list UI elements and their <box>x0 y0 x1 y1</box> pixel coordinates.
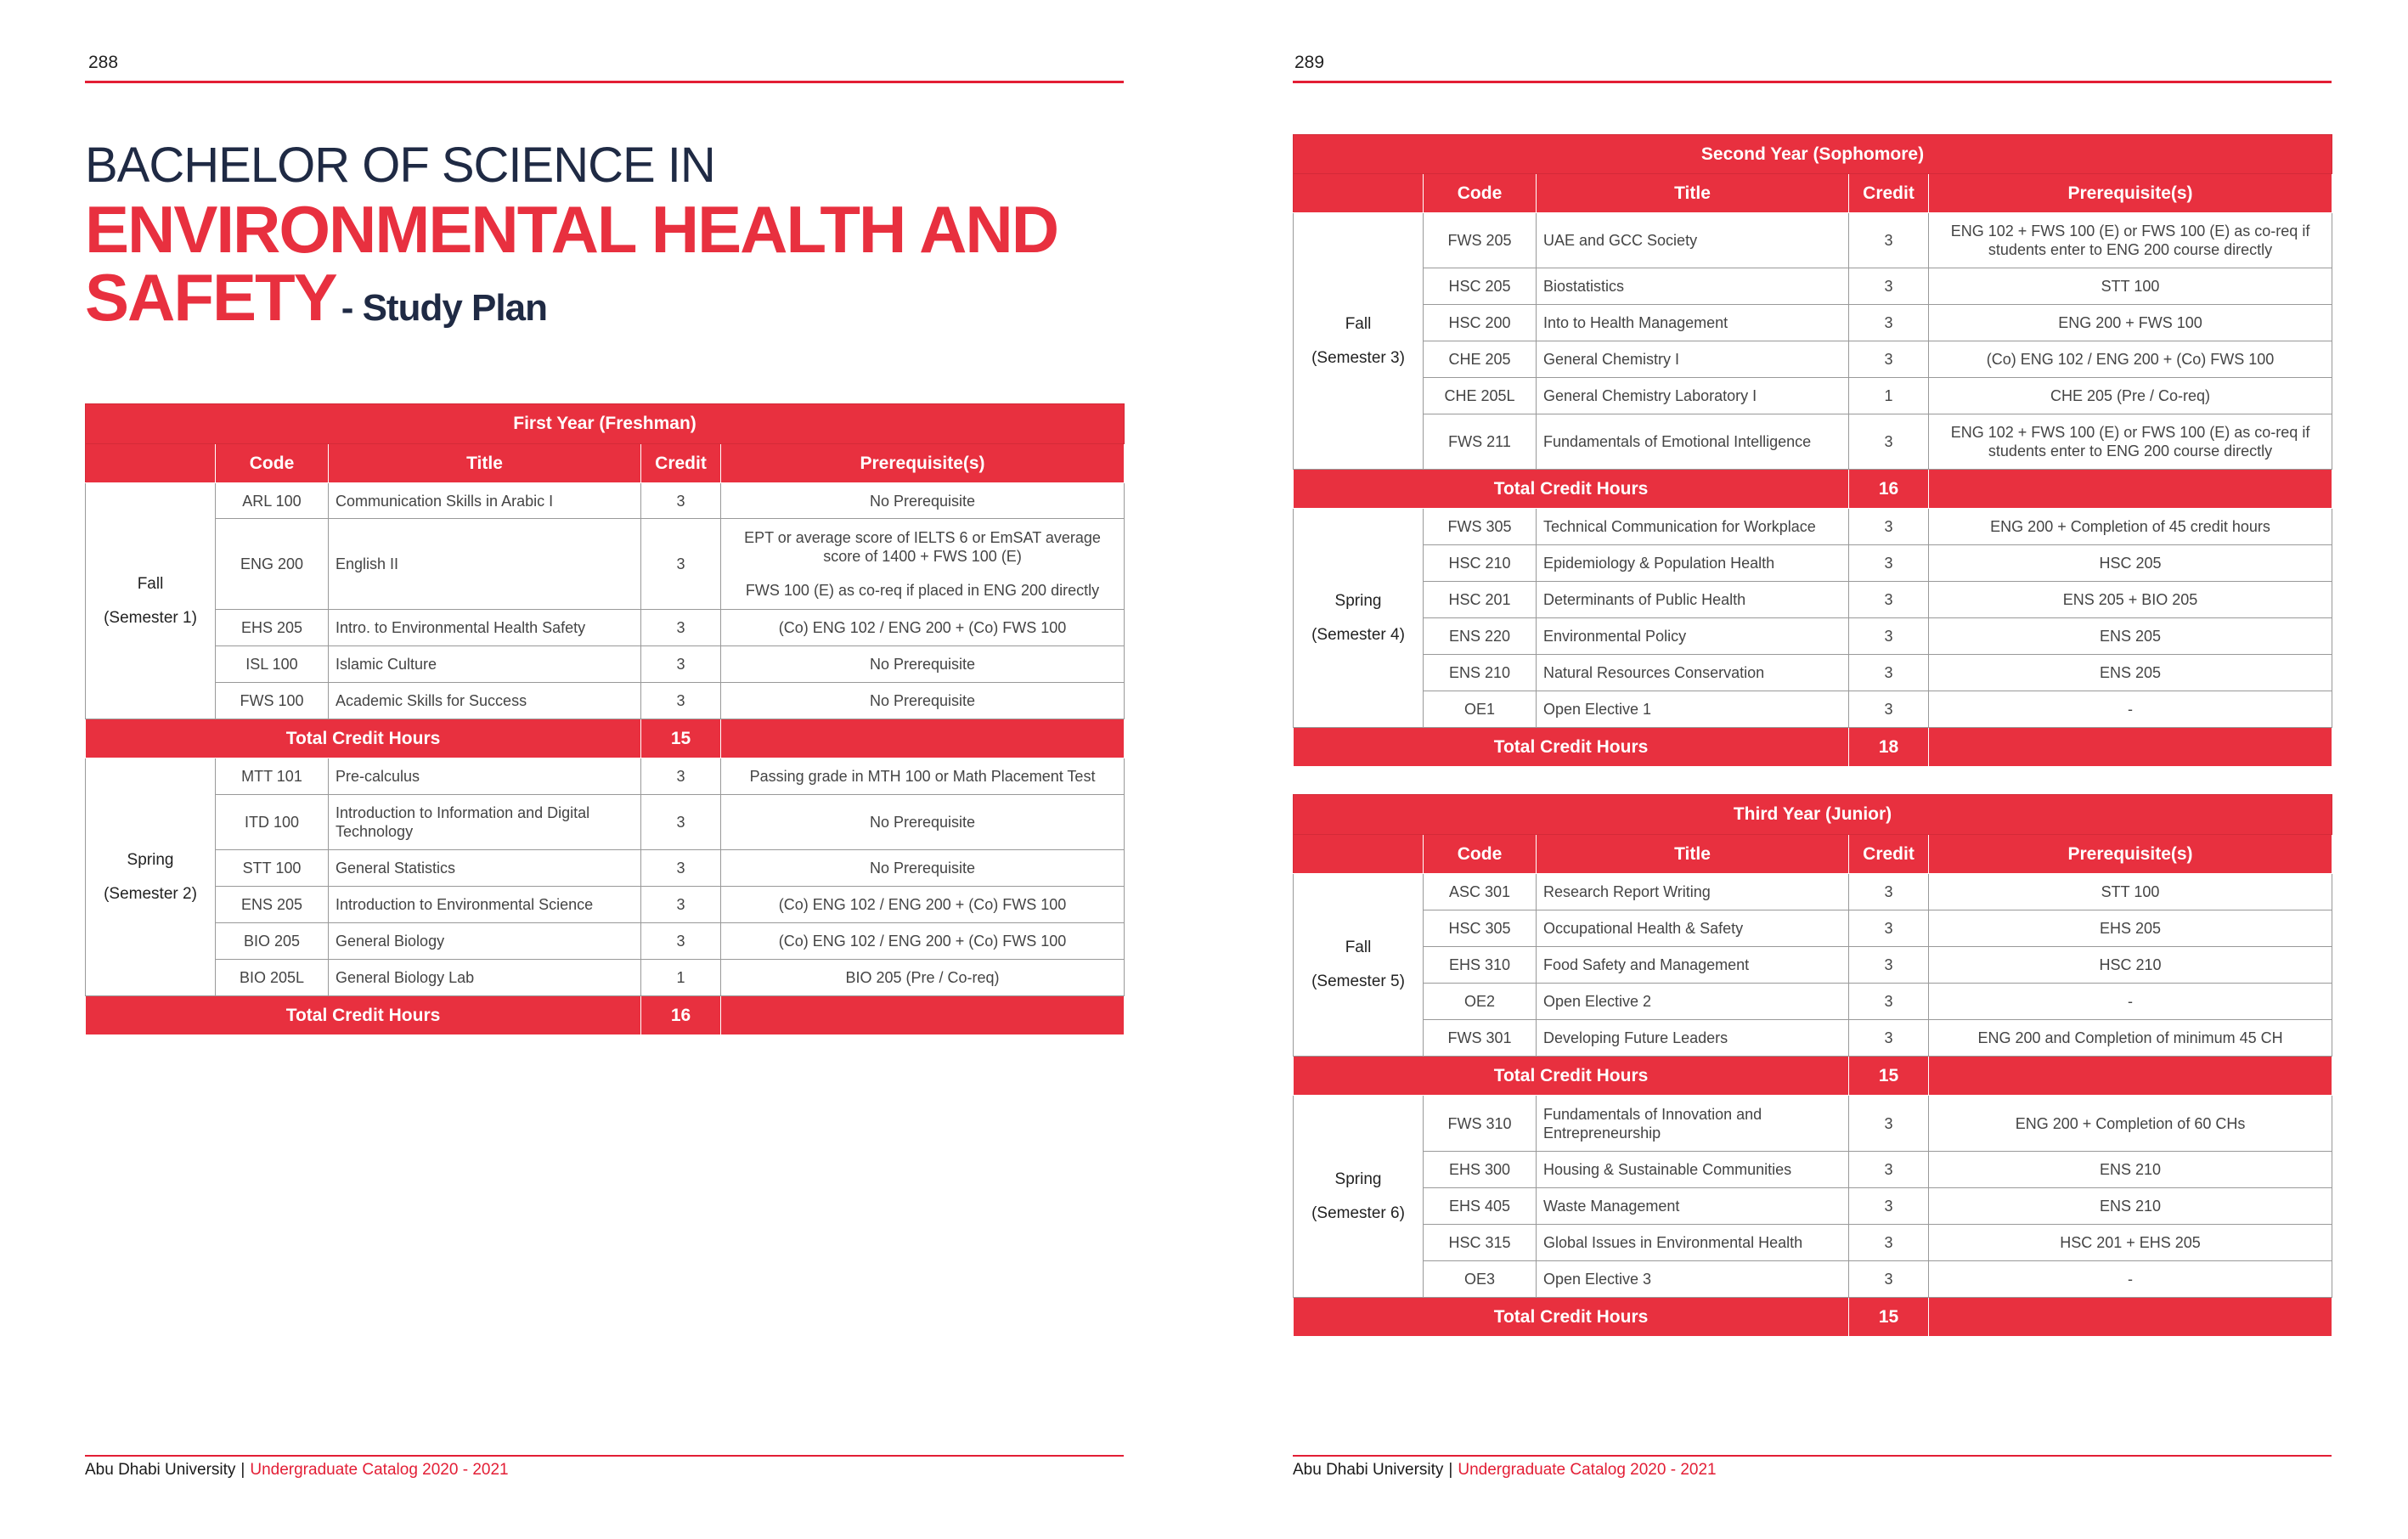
course-credit: 3 <box>1849 618 1929 655</box>
course-code: OE1 <box>1424 691 1537 728</box>
footer-catalog: Undergraduate Catalog 2020 - 2021 <box>250 1461 509 1479</box>
course-code: HSC 201 <box>1424 582 1537 618</box>
course-prereq: No Prerequisite <box>721 683 1125 719</box>
course-title: Epidemiology & Population Health <box>1537 545 1849 582</box>
course-title: General Biology Lab <box>329 960 641 996</box>
course-prereq: STT 100 <box>1929 268 2332 305</box>
course-prereq: No Prerequisite <box>721 795 1125 850</box>
course-title: Academic Skills for Success <box>329 683 641 719</box>
course-title: Occupational Health & Safety <box>1537 910 1849 947</box>
header-blank <box>86 444 216 483</box>
course-credit: 3 <box>641 646 721 683</box>
year-heading: Second Year (Sophomore) <box>1294 135 2332 174</box>
total-value: 18 <box>1849 728 1929 767</box>
course-code: BIO 205 <box>216 923 329 960</box>
course-code: HSC 210 <box>1424 545 1537 582</box>
second-year-table <box>1293 134 2332 767</box>
semester-name: Spring <box>127 850 174 869</box>
course-code: ENS 210 <box>1424 655 1537 691</box>
course-code: FWS 305 <box>1424 509 1537 545</box>
semester-cell <box>1294 874 1424 1057</box>
first-year-body <box>86 404 1125 1035</box>
title-line-1: BACHELOR OF SCIENCE IN <box>85 138 715 193</box>
column-header-prereq: Prerequisite(s) <box>721 444 1125 483</box>
course-prereq: HSC 205 <box>1929 545 2332 582</box>
course-code: OE3 <box>1424 1261 1537 1298</box>
total-blank <box>721 719 1125 758</box>
course-title: English II <box>329 519 641 610</box>
course-credit: 1 <box>641 960 721 996</box>
course-code: ENS 220 <box>1424 618 1537 655</box>
course-prereq: - <box>1929 691 2332 728</box>
course-credit: 3 <box>641 483 721 519</box>
total-blank <box>1929 728 2332 767</box>
course-credit: 3 <box>1849 582 1929 618</box>
column-header-title: Title <box>329 444 641 483</box>
semester-number: (Semester 5) <box>1311 972 1405 990</box>
semester-number: (Semester 4) <box>1311 625 1405 644</box>
course-prereq: HSC 210 <box>1929 947 2332 984</box>
course-code: ARL 100 <box>216 483 329 519</box>
total-label: Total Credit Hours <box>86 996 641 1035</box>
header-rule-right <box>1293 81 2332 83</box>
semester-name: Spring <box>1334 1170 1382 1188</box>
column-header-credit: Credit <box>1849 174 1929 213</box>
course-credit: 3 <box>1849 655 1929 691</box>
page-number-left: 288 <box>88 53 119 72</box>
course-title: Determinants of Public Health <box>1537 582 1849 618</box>
course-credit: 3 <box>1849 213 1929 268</box>
course-code: HSC 305 <box>1424 910 1537 947</box>
course-credit: 3 <box>1849 1152 1929 1188</box>
first-year-table <box>85 403 1125 1035</box>
course-code: HSC 205 <box>1424 268 1537 305</box>
course-prereq: (Co) ENG 102 / ENG 200 + (Co) FWS 100 <box>1929 341 2332 378</box>
total-label: Total Credit Hours <box>1294 728 1849 767</box>
course-title: Research Report Writing <box>1537 874 1849 910</box>
page-title <box>85 136 1057 342</box>
course-prereq: - <box>1929 984 2332 1020</box>
footer-separator: | <box>240 1461 245 1479</box>
total-blank <box>1929 1057 2332 1096</box>
course-title: Waste Management <box>1537 1188 1849 1225</box>
column-header-prereq: Prerequisite(s) <box>1929 835 2332 874</box>
course-title: Housing & Sustainable Communities <box>1537 1152 1849 1188</box>
course-credit: 3 <box>1849 984 1929 1020</box>
course-code: STT 100 <box>216 850 329 887</box>
semester-number: (Semester 3) <box>1311 348 1405 367</box>
course-credit: 3 <box>1849 1261 1929 1298</box>
course-title: Introduction to Information and Digital Technology <box>329 795 641 850</box>
course-code: FWS 205 <box>1424 213 1537 268</box>
course-title: Developing Future Leaders <box>1537 1020 1849 1057</box>
total-value: 15 <box>1849 1298 1929 1337</box>
course-prereq: STT 100 <box>1929 874 2332 910</box>
course-title: Open Elective 3 <box>1537 1261 1849 1298</box>
year-heading: First Year (Freshman) <box>86 404 1125 444</box>
total-value: 16 <box>1849 470 1929 509</box>
course-credit: 3 <box>1849 947 1929 984</box>
course-prereq: No Prerequisite <box>721 850 1125 887</box>
header-rule-left <box>85 81 1124 83</box>
course-prereq: ENG 102 + FWS 100 (E) or FWS 100 (E) as co-req if students enter to ENG 200 course directly <box>1929 213 2332 268</box>
total-blank <box>1929 1298 2332 1337</box>
course-credit: 3 <box>641 923 721 960</box>
title-line-3 <box>85 260 1057 342</box>
course-title: Natural Resources Conservation <box>1537 655 1849 691</box>
total-label: Total Credit Hours <box>1294 1298 1849 1337</box>
column-header-prereq: Prerequisite(s) <box>1929 174 2332 213</box>
course-title: Open Elective 1 <box>1537 691 1849 728</box>
course-code: FWS 211 <box>1424 414 1537 470</box>
course-title: Into to Health Management <box>1537 305 1849 341</box>
course-prereq: (Co) ENG 102 / ENG 200 + (Co) FWS 100 <box>721 887 1125 923</box>
header-blank <box>1294 835 1424 874</box>
course-title: Environmental Policy <box>1537 618 1849 655</box>
course-title: General Statistics <box>329 850 641 887</box>
total-label: Total Credit Hours <box>86 719 641 758</box>
course-code: HSC 315 <box>1424 1225 1537 1261</box>
course-code: CHE 205L <box>1424 378 1537 414</box>
course-code: FWS 301 <box>1424 1020 1537 1057</box>
total-label: Total Credit Hours <box>1294 470 1849 509</box>
course-credit: 1 <box>1849 378 1929 414</box>
title-subtitle: - Study Plan <box>341 287 547 329</box>
course-code: EHS 205 <box>216 610 329 646</box>
course-title: Pre-calculus <box>329 758 641 795</box>
semester-cell <box>1294 1096 1424 1298</box>
course-title: Fundamentals of Emotional Intelligence <box>1537 414 1849 470</box>
total-value: 16 <box>641 996 721 1035</box>
course-credit: 3 <box>1849 1020 1929 1057</box>
course-code: ISL 100 <box>216 646 329 683</box>
footer-right <box>1293 1461 1717 1480</box>
course-code: FWS 100 <box>216 683 329 719</box>
footer-catalog: Undergraduate Catalog 2020 - 2021 <box>1458 1461 1717 1479</box>
title-line-2: ENVIRONMENTAL HEALTH AND <box>85 192 1058 267</box>
third-year-table <box>1293 794 2332 1337</box>
course-credit: 3 <box>641 887 721 923</box>
course-credit: 3 <box>641 610 721 646</box>
course-title: General Chemistry I <box>1537 341 1849 378</box>
total-value: 15 <box>641 719 721 758</box>
course-prereq: - <box>1929 1261 2332 1298</box>
course-prereq: HSC 201 + EHS 205 <box>1929 1225 2332 1261</box>
course-prereq: No Prerequisite <box>721 646 1125 683</box>
course-prereq <box>721 519 1125 610</box>
third-year-body <box>1294 795 2332 1337</box>
course-code: ENS 205 <box>216 887 329 923</box>
total-value: 15 <box>1849 1057 1929 1096</box>
semester-cell <box>86 483 216 719</box>
course-credit: 3 <box>1849 545 1929 582</box>
course-title: Food Safety and Management <box>1537 947 1849 984</box>
footer-left <box>85 1461 509 1480</box>
semester-number: (Semester 2) <box>104 884 197 903</box>
course-title: Fundamentals of Innovation and Entrepreneurship <box>1537 1096 1849 1152</box>
course-credit: 3 <box>1849 1188 1929 1225</box>
course-prereq: ENS 210 <box>1929 1152 2332 1188</box>
course-credit: 3 <box>1849 341 1929 378</box>
course-code: BIO 205L <box>216 960 329 996</box>
column-header-title: Title <box>1537 835 1849 874</box>
course-title: Communication Skills in Arabic I <box>329 483 641 519</box>
title-line-3-text: SAFETY <box>85 260 336 335</box>
course-credit: 3 <box>1849 691 1929 728</box>
course-title: Intro. to Environmental Health Safety <box>329 610 641 646</box>
column-header-title: Title <box>1537 174 1849 213</box>
total-blank <box>1929 470 2332 509</box>
semester-name: Fall <box>137 574 164 593</box>
course-prereq: No Prerequisite <box>721 483 1125 519</box>
course-prereq: ENG 200 + FWS 100 <box>1929 305 2332 341</box>
course-code: HSC 200 <box>1424 305 1537 341</box>
semester-number: (Semester 1) <box>104 608 197 627</box>
total-blank <box>721 996 1125 1035</box>
course-code: CHE 205 <box>1424 341 1537 378</box>
course-code: EHS 310 <box>1424 947 1537 984</box>
course-prereq: ENS 210 <box>1929 1188 2332 1225</box>
footer-separator: | <box>1448 1461 1453 1479</box>
course-prereq: ENG 102 + FWS 100 (E) or FWS 100 (E) as co-req if students enter to ENG 200 course directly <box>1929 414 2332 470</box>
course-title: General Chemistry Laboratory I <box>1537 378 1849 414</box>
course-code: ITD 100 <box>216 795 329 850</box>
course-credit: 3 <box>1849 509 1929 545</box>
semester-cell <box>1294 213 1424 470</box>
course-credit: 3 <box>1849 1096 1929 1152</box>
course-prereq: EHS 205 <box>1929 910 2332 947</box>
column-header-code: Code <box>216 444 329 483</box>
course-credit: 3 <box>1849 414 1929 470</box>
semester-name: Fall <box>1345 314 1372 333</box>
course-title: Technical Communication for Workplace <box>1537 509 1849 545</box>
course-code: FWS 310 <box>1424 1096 1537 1152</box>
course-prereq-line: EPT or average score of IELTS 6 or EmSAT average score of 1400 + FWS 100 (E) <box>744 529 1101 565</box>
column-header-code: Code <box>1424 174 1537 213</box>
footer-university: Abu Dhabi University <box>85 1461 236 1479</box>
course-code: ENG 200 <box>216 519 329 610</box>
course-title: UAE and GCC Society <box>1537 213 1849 268</box>
course-prereq-line: FWS 100 (E) as co-req if placed in ENG 200 directly <box>745 582 1100 599</box>
course-prereq: BIO 205 (Pre / Co-req) <box>721 960 1125 996</box>
course-credit: 3 <box>1849 305 1929 341</box>
course-prereq: ENS 205 <box>1929 618 2332 655</box>
course-prereq: Passing grade in MTH 100 or Math Placement Test <box>721 758 1125 795</box>
semester-name: Fall <box>1345 939 1372 956</box>
footer-university: Abu Dhabi University <box>1293 1461 1444 1479</box>
semester-cell <box>86 758 216 996</box>
column-header-code: Code <box>1424 835 1537 874</box>
course-title: General Biology <box>329 923 641 960</box>
course-code: EHS 300 <box>1424 1152 1537 1188</box>
semester-number: (Semester 6) <box>1311 1204 1405 1222</box>
course-prereq: (Co) ENG 102 / ENG 200 + (Co) FWS 100 <box>721 610 1125 646</box>
course-title: Introduction to Environmental Science <box>329 887 641 923</box>
course-credit: 3 <box>1849 910 1929 947</box>
course-title: Open Elective 2 <box>1537 984 1849 1020</box>
course-credit: 3 <box>1849 268 1929 305</box>
course-credit: 3 <box>641 519 721 610</box>
course-prereq: (Co) ENG 102 / ENG 200 + (Co) FWS 100 <box>721 923 1125 960</box>
year-heading: Third Year (Junior) <box>1294 795 2332 835</box>
semester-cell <box>1294 509 1424 728</box>
footer-rule-left <box>85 1455 1124 1457</box>
course-prereq: ENG 200 + Completion of 60 CHs <box>1929 1096 2332 1152</box>
footer-rule-right <box>1293 1455 2332 1457</box>
course-prereq: ENS 205 <box>1929 655 2332 691</box>
course-code: OE2 <box>1424 984 1537 1020</box>
course-prereq: ENG 200 + Completion of 45 credit hours <box>1929 509 2332 545</box>
course-credit: 3 <box>641 795 721 850</box>
course-credit: 3 <box>641 758 721 795</box>
course-title: Islamic Culture <box>329 646 641 683</box>
course-credit: 3 <box>1849 1225 1929 1261</box>
course-credit: 3 <box>641 850 721 887</box>
course-code: ASC 301 <box>1424 874 1537 910</box>
column-header-credit: Credit <box>1849 835 1929 874</box>
header-blank <box>1294 174 1424 213</box>
column-header-credit: Credit <box>641 444 721 483</box>
course-prereq: CHE 205 (Pre / Co-req) <box>1929 378 2332 414</box>
semester-name: Spring <box>1334 591 1382 610</box>
second-year-body <box>1294 135 2332 767</box>
course-code: MTT 101 <box>216 758 329 795</box>
course-credit: 3 <box>1849 874 1929 910</box>
course-code: EHS 405 <box>1424 1188 1537 1225</box>
course-prereq: ENS 205 + BIO 205 <box>1929 582 2332 618</box>
course-title: Global Issues in Environmental Health <box>1537 1225 1849 1261</box>
course-credit: 3 <box>641 683 721 719</box>
page-number-right: 289 <box>1294 53 1325 72</box>
course-prereq: ENG 200 and Completion of minimum 45 CH <box>1929 1020 2332 1057</box>
total-label: Total Credit Hours <box>1294 1057 1849 1096</box>
course-title: Biostatistics <box>1537 268 1849 305</box>
